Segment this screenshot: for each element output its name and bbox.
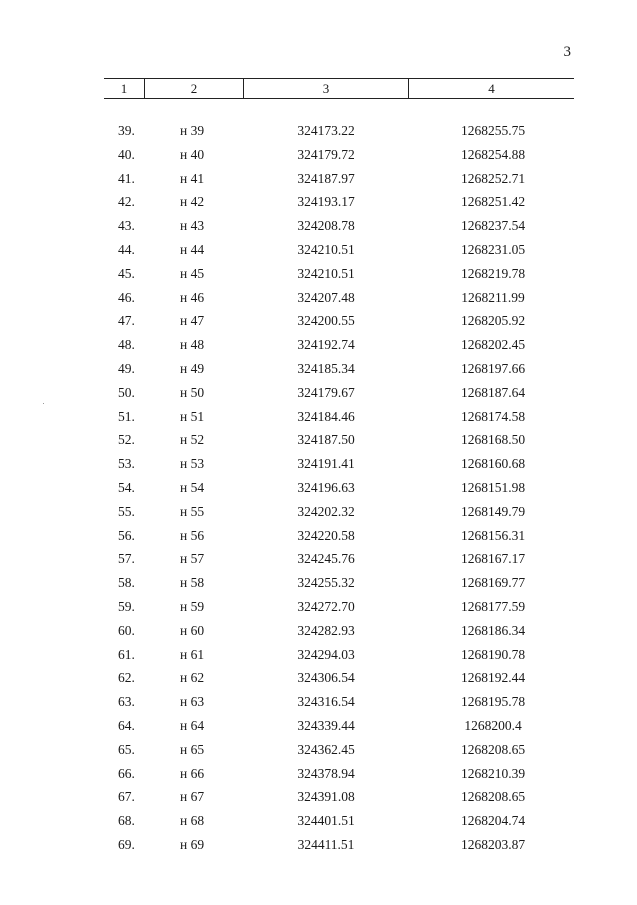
coord-x: 324179.72 [297,146,355,162]
table-row [0,547,637,571]
coord-x: 324187.50 [297,432,355,448]
coord-y: 1268186.34 [460,622,526,638]
point-name: н 57 [180,551,205,567]
coord-x: 324220.58 [297,527,355,543]
point-name: н 39 [180,123,205,138]
coord-y: 1268174.58 [460,408,526,424]
coord-x: 324339.44 [297,717,355,733]
coord-x: 324391.08 [297,789,355,805]
row-number: 66. [118,765,135,781]
header-col-3: 3 [244,79,409,98]
coord-y: 1268255.75 [460,123,526,138]
coord-x: 324255.32 [297,575,355,591]
row-number: 43. [118,218,135,234]
row-number: 55. [118,503,135,519]
table-row [0,619,637,643]
table-row [0,214,637,238]
page-number: 3 [563,44,571,60]
point-name: н 45 [180,265,205,281]
row-number: 45. [118,265,135,281]
coord-x: 324401.51 [297,813,355,829]
coord-y: 1268211.99 [461,289,525,305]
coord-y: 1268219.78 [460,265,526,281]
coord-y: 1268197.66 [460,360,526,376]
table-row [0,428,637,452]
row-number: 61. [118,646,135,662]
table-row [0,190,637,214]
row-number: 57. [118,551,135,567]
table-row [0,143,637,167]
table-row [0,286,637,310]
coord-y: 1268251.42 [460,194,526,210]
coord-y: 1268252.71 [460,170,526,186]
table-row [0,262,637,286]
coord-y: 1268208.65 [460,789,526,805]
point-name: н 40 [180,146,205,162]
coord-x: 324210.51 [297,265,355,281]
table-row [0,643,637,667]
row-number: 50. [118,384,135,400]
table-row [0,381,637,405]
row-number: 40. [118,146,135,162]
point-name: н 54 [180,479,205,495]
coord-y: 1268203.87 [460,836,526,852]
table-header [104,78,574,99]
point-name: н 62 [180,670,205,686]
row-number: 59. [118,598,135,614]
point-name: н 44 [180,241,205,257]
row-number: 60. [118,622,135,638]
table-row [0,524,637,548]
coord-y: 1268254.88 [460,146,526,162]
point-name: н 49 [180,360,205,376]
point-name: н 50 [180,384,205,400]
point-name: н 68 [180,813,205,829]
header-col-1: 1 [104,79,145,98]
coord-x: 324245.76 [297,551,355,567]
coord-x: 324193.17 [297,194,355,210]
row-number: 63. [118,694,135,710]
coord-y: 1268192.44 [460,670,526,686]
table-row [0,595,637,619]
row-number: 46. [118,289,135,305]
table-row [0,238,637,262]
coord-x: 324294.03 [297,646,355,662]
point-name: н 67 [180,789,205,805]
point-name: н 47 [180,313,205,329]
point-name: н 53 [180,456,205,472]
coord-y: 1268202.45 [460,337,526,353]
coord-y: 1268190.78 [460,646,526,662]
table-row [0,690,637,714]
coord-y: 1268205.92 [460,313,526,329]
point-name: н 46 [180,289,205,305]
coord-x: 324173.22 [297,123,355,138]
coord-y: 1268177.59 [460,598,526,614]
row-number: 42. [118,194,135,210]
coord-y: 1268160.68 [460,456,526,472]
table-row [0,119,637,143]
row-number: 51. [118,408,135,424]
row-number: 47. [118,313,135,329]
table-row [0,405,637,429]
table-row [0,309,637,333]
point-name: н 64 [180,717,205,733]
row-number: 39. [118,123,135,138]
table-row [0,666,637,690]
coord-x: 324316.54 [297,694,355,710]
coord-x: 324179.67 [297,384,355,400]
row-number: 69. [118,836,135,852]
coord-x: 324192.74 [297,337,355,353]
point-name: н 51 [180,408,205,424]
point-name: н 66 [180,765,205,781]
table-row [0,738,637,762]
coord-y: 1268151.98 [460,479,526,495]
point-name: н 69 [180,836,205,852]
coord-x: 324378.94 [297,765,355,781]
point-name: н 58 [180,575,205,591]
point-name: н 56 [180,527,205,543]
coord-y: 1268200.4 [464,717,522,733]
table-row [0,714,637,738]
coord-y: 1268167.17 [460,551,526,567]
row-number: 53. [118,456,135,472]
coord-x: 324207.48 [297,289,355,305]
row-number: 58. [118,575,135,591]
coord-y: 1268156.31 [460,527,526,543]
table-row [0,833,637,857]
coord-x: 324200.55 [297,313,355,329]
table-row [0,500,637,524]
point-name: н 65 [180,741,205,757]
coord-y: 1268169.77 [460,575,526,591]
coord-x: 324202.32 [297,503,355,519]
table-row [0,785,637,809]
coord-y: 1268204.74 [460,813,526,829]
coord-y: 1268168.50 [460,432,526,448]
table-row [0,357,637,381]
row-number: 64. [118,717,135,733]
row-number: 49. [118,360,135,376]
header-col-2: 2 [145,79,244,98]
coord-y: 1268187.64 [460,384,526,400]
row-number: 65. [118,741,135,757]
point-name: н 42 [180,194,205,210]
point-name: н 63 [180,694,205,710]
coord-x: 324282.93 [297,622,355,638]
row-number: 41. [118,170,135,186]
coord-x: 324411.51 [297,836,355,852]
coord-y: 1268149.79 [460,503,526,519]
header-col-4: 4 [488,81,495,96]
coord-x: 324191.41 [297,456,355,472]
row-number: 54. [118,479,135,495]
table-row [0,333,637,357]
coord-x: 324306.54 [297,670,355,686]
coord-x: 324184.46 [297,408,355,424]
coord-y: 1268208.65 [460,741,526,757]
coord-x: 324187.97 [297,170,355,186]
coord-y: 1268195.78 [460,694,526,710]
point-name: н 60 [180,622,205,638]
row-number: 44. [118,241,135,257]
coord-y: 1268210.39 [460,765,526,781]
row-number: 48. [118,337,135,353]
coord-x: 324362.45 [297,741,355,757]
row-number: 67. [118,789,135,805]
row-number: 52. [118,432,135,448]
row-number: 62. [118,670,135,686]
coord-y: 1268237.54 [460,218,526,234]
point-name: н 55 [180,503,205,519]
table-row [0,476,637,500]
table-row [0,452,637,476]
point-name: н 41 [180,170,205,186]
coord-x: 324210.51 [297,241,355,257]
table-row [0,762,637,786]
table-row [0,571,637,595]
point-name: н 52 [180,432,205,448]
point-name: н 59 [180,598,205,614]
coord-x: 324196.63 [297,479,355,495]
table-row [0,167,637,191]
table-row [0,809,637,833]
point-name: н 48 [180,337,205,353]
coord-x: 324208.78 [297,218,355,234]
point-name: н 61 [180,646,205,662]
point-name: н 43 [180,218,205,234]
row-number: 56. [118,527,135,543]
row-number: 68. [118,813,135,829]
table-body [0,119,637,857]
coord-x: 324272.70 [297,598,355,614]
coord-y: 1268231.05 [460,241,526,257]
coord-x: 324185.34 [297,360,355,376]
